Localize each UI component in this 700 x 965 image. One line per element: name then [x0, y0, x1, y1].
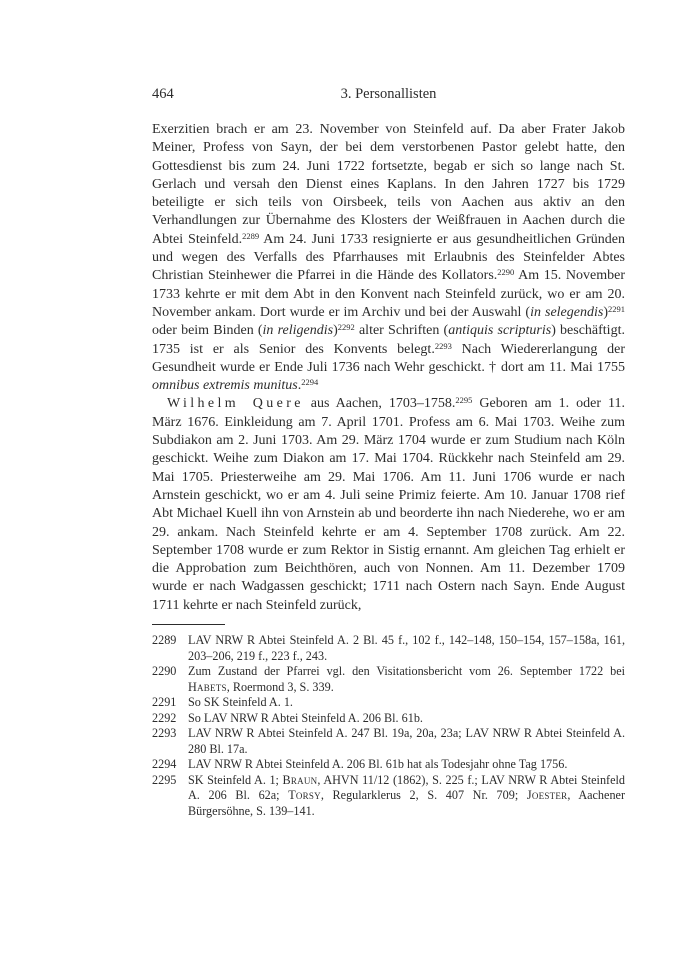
text-segment: .: [297, 378, 302, 394]
footnote-number: 2290: [152, 664, 177, 679]
text-segment: in selegendis: [530, 304, 604, 320]
footnotes-block: [152, 633, 625, 819]
text-segment: aus Aachen, 1703–1758.: [303, 396, 456, 412]
text-segment: oder beim Binden (: [152, 323, 263, 339]
text-segment: LAV NRW R Abtei Steinfeld A. 247 Bl. 19a, 20a, 23a; LAV NRW R Abtei Steinfeld A. 280 Bl. 17a.: [188, 726, 625, 756]
page-header: [152, 86, 625, 104]
footnote-number: 2291: [152, 695, 177, 710]
text-segment: So SK Steinfeld A. 1.: [188, 695, 293, 710]
text-segment: Habets: [188, 679, 227, 694]
footnote: [152, 664, 625, 695]
footnote-text: [188, 664, 625, 694]
footnote-text: [188, 633, 625, 663]
text-segment: ) beschäftigt. 1735 ist er als Senior des Konvents belegt.: [152, 323, 625, 357]
text-segment: in religendis: [262, 323, 334, 339]
footnote-text: [188, 711, 423, 725]
footnote: [152, 726, 625, 757]
body-text: [152, 121, 625, 615]
text-segment: SK Steinfeld A. 1;: [188, 772, 283, 787]
paragraph-1: [152, 121, 625, 395]
text-segment: Geboren am 1. oder 11. März 1676. Einkleidung am 7. April 1701. Profess am 6. Mai 1703. Weihe zum Subdiakon am 2. Juni 1703. Am 29. März 1704 wurde er zum Studium nach Köln geschickt. Weihe zum Diakon am 17. Mai 1704. Rückkehr nach Steinfeld am 29. Mai 1705. Priesterweihe am 29. Mai 1706. Am 11. Juni 1706 wurde er nach Arnstein geschickt, wo er am 4. Juli seine Primiz feierte. Am 10. Januar 1708 rief Abt Michael Kuell ihn von Arnstein ab und beorderte ihn nach Niederehe, wo er am 29. ankam. Nach Steinfeld kehrte er am 4. September 1708 zurück. Am 22. September 1708 wurde er zum Rektor in Sistig ernannt. Am gleichen Tag erhielt er die Approbation zum Beichthören, auch von Nonnen. Am 11. Dezember 1709 wurde er nach Wadgassen geschickt; 1711 nach Ostern nach Sayn. Ende August 1711 kehrte er nach Steinfeld zurück,: [152, 396, 625, 613]
text-segment: So LAV NRW R Abtei Steinfeld A. 206 Bl. 61b.: [188, 710, 423, 725]
text-segment: Nach Wiedererlangung der Gesundheit wurde er Ende Juli 1736 nach Wehr geschickt. † dort am 11. Mai 1755: [152, 341, 625, 375]
footnote: [152, 633, 625, 664]
footnote: [152, 711, 625, 727]
footnote-separator: [152, 624, 225, 625]
text-segment: , Roermond 3, S. 339.: [226, 679, 334, 694]
text-segment: Am 24. Juni 1733 resignierte er aus gesundheitlichen Gründen und wegen des Verfalls des Pfarrhauses mit Erlaubnis des Steinfelder Abtes Christian Steinhewer die Pfarrei in die Hände des Kollators.: [152, 231, 625, 284]
footnote: [152, 695, 625, 711]
text-segment: Braun: [282, 772, 318, 787]
footnote-ref: 2290: [497, 267, 515, 278]
footnote-ref: 2292: [337, 322, 355, 333]
footnote-number: 2292: [152, 710, 177, 725]
text-segment: Am 15. November 1733 kehrte er mit dem Abt in den Konvent nach Steinfeld zurück, wo er am 20. November ankam. Dort wurde er im Archiv und bei der Auswahl (: [152, 268, 625, 320]
text-segment: , AHVN 11/12 (1862), S. 225 f.; LAV NRW R Abtei Steinfeld A. 206 Bl. 62a;: [188, 772, 625, 803]
text-segment: ): [603, 304, 608, 320]
text-column: [152, 86, 625, 819]
text-segment: Torsy: [288, 788, 321, 803]
text-segment: , Aachener Bürgersöhne, S. 139–141.: [188, 788, 626, 818]
running-title: 3. Personallisten: [340, 86, 437, 102]
footnote-number: 2294: [152, 757, 177, 772]
footnote: [152, 773, 625, 820]
footnote-number: 2295: [152, 772, 177, 787]
text-segment: Exerzitien brach er am 23. November von Steinfeld auf. Da aber Frater Jakob Meiner, Profess von Sayn, der bei dem verstorbenen Pastor gelebt hatte, den Gottesdienst bis zum 24. Juni 1722 fortsetzte, begab er sich so lange nach St. Gerlach und versah den Dienst eines Kaplans. In den Jahren 1727 bis 1729 beteiligte er sich teils von Oirsbeek, teils von Aachen aus aktiv an den Verhandlungen zur Übernahme des Klosters der Weißfrauen in Aachen durch die Abtei Steinfeld.: [152, 122, 625, 247]
text-segment: LAV NRW R Abtei Steinfeld A. 2 Bl. 45 f., 102 f., 142–148, 150–154, 157–158a, 161, 203–206, 219 f., 223 f., 243.: [188, 633, 625, 663]
footnote-ref: 2293: [434, 340, 452, 351]
footnote: [152, 757, 625, 773]
text-segment: antiquis scripturis: [448, 323, 552, 339]
footnote-text: [188, 695, 293, 709]
text-segment: Zum Zustand der Pfarrei vgl. den Visitationsbericht vom 26. September 1722 bei: [188, 664, 625, 679]
text-segment: Joester: [526, 788, 568, 803]
text-segment: omnibus extremis munitus: [152, 378, 298, 394]
footnote-text: [188, 726, 625, 756]
text-segment: , Regularklerus 2, S. 407 Nr. 709;: [320, 788, 527, 803]
footnote-ref: 2291: [607, 303, 625, 314]
text-segment: alter Schriften (: [354, 323, 449, 339]
footnote-ref: 2295: [455, 395, 473, 406]
footnote-text: [188, 773, 625, 818]
footnote-number: 2293: [152, 726, 177, 741]
paragraph-2: [152, 395, 625, 615]
footnote-ref: 2294: [301, 377, 319, 388]
page-number: 464: [152, 86, 174, 102]
footnote-ref: 2289: [242, 230, 260, 241]
text-segment: LAV NRW R Abtei Steinfeld A. 206 Bl. 61b hat als Todesjahr ohne Tag 1756.: [188, 757, 568, 772]
footnote-number: 2289: [152, 633, 177, 648]
text-segment: ): [333, 323, 338, 339]
text-segment: Wilhelm Quere: [167, 396, 304, 412]
footnote-text: [188, 757, 567, 771]
